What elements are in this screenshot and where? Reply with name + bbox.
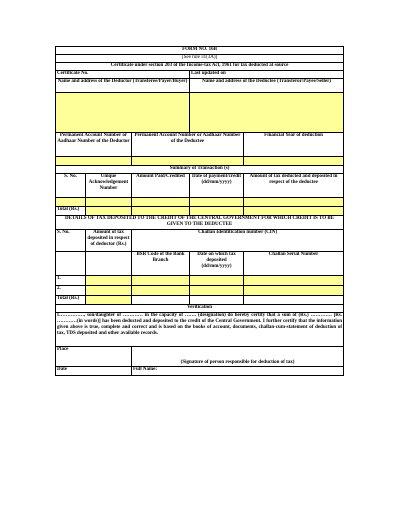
signature-label: (Signature of person responsible for deduction of tax)	[132, 347, 344, 367]
certificate-no-label: Certificate No.	[56, 71, 190, 79]
summary-tax-field[interactable]	[244, 198, 344, 207]
pan-deductee-label: Permanent Account Number or Aadhaar Number of the Deductee	[132, 133, 244, 157]
deposit-row-2-amount[interactable]	[86, 286, 132, 296]
deposit-sub-blank-1	[56, 252, 86, 276]
deposit-total-blank-3	[244, 296, 344, 305]
summary-total-tax[interactable]	[244, 207, 344, 216]
deposit-col-cin: Challan Identification number (CIN)	[132, 230, 344, 252]
deposit-row-1-amount[interactable]	[86, 276, 132, 286]
deductor-name-label: Name and address of the Deductor (Transferee/Payer/Buyer)	[56, 79, 190, 93]
pan-deductee-field[interactable]	[132, 157, 244, 166]
summary-date-field[interactable]	[190, 198, 244, 207]
financial-year-label: Financial Year of deduction	[244, 133, 344, 157]
deposit-row-1-bsr[interactable]	[132, 276, 190, 286]
summary-col-sno: S. No.	[56, 174, 86, 198]
full-name-label: Full Name:	[132, 367, 344, 376]
deposit-col-serial: Challan Serial Number	[244, 252, 344, 276]
deposit-row-1-date[interactable]	[190, 276, 244, 286]
form-16b-sheet	[55, 46, 343, 376]
summary-sno-field[interactable]	[56, 198, 86, 207]
deposit-col-amount: Amount of tax deposited in respect of deductor (Rs.)	[86, 230, 132, 252]
form-rule: [See rule 31(3A)]	[56, 55, 344, 63]
summary-amount-field[interactable]	[132, 198, 190, 207]
form-subtitle: Certificate under section 203 of the Income-tax Act, 1961 for tax deducted at source	[56, 63, 344, 71]
summary-total-date[interactable]	[190, 207, 244, 216]
summary-col-ack: Unique Acknowledgement Number	[86, 174, 132, 198]
deposit-col-bsr: BSR Code of the Bank Branch	[132, 252, 190, 276]
deductor-address-field[interactable]	[56, 93, 190, 133]
summary-col-amount: Amount Paid/Credited	[132, 174, 190, 198]
date-label: Date	[56, 367, 132, 376]
pan-deductor-label: Permanent Account Number or Aadhaar Number of the Deductor	[56, 133, 132, 157]
deductee-address-field[interactable]	[190, 93, 344, 133]
deposit-col-sno: S. No.	[56, 230, 86, 252]
summary-col-tax: Amount of tax deducted and deposited in respect of the deductee	[244, 174, 344, 198]
deposit-total-amount[interactable]	[86, 296, 132, 305]
form-table	[55, 46, 344, 376]
last-updated-label: Last updated on	[190, 71, 344, 79]
deposit-total-blank-2	[190, 296, 244, 305]
deposit-row-1-sno: 1.	[56, 276, 86, 286]
deposit-row-1-serial[interactable]	[244, 276, 344, 286]
summary-col-date: Date of payment/credit (dd/mm/yyyy)	[190, 174, 244, 198]
summary-total-amount[interactable]	[132, 207, 190, 216]
financial-year-field[interactable]	[244, 157, 344, 166]
place-label: Place	[56, 347, 132, 367]
verification-text: I……………, son/daughter of ………… in the capacity of ……. (designation) do hereby certify that a sum of (Rs.) …………. [Rs. …………(in words)] has been deducted and deposited to the credit of the Central Government. I further certify that the information given above is true, complete and correct and is based on the books of account, documents, challan-cum-statement of deduction of tax, TDS deposited and other available records.	[56, 313, 344, 347]
deposit-total-blank-1	[132, 296, 190, 305]
deposit-row-2-bsr[interactable]	[132, 286, 190, 296]
deposit-col-date: Date on which tax deposited (dd/mm/yyyy)	[190, 252, 244, 276]
form-title: FORM NO. 16B	[56, 47, 344, 55]
pan-deductor-field[interactable]	[56, 157, 132, 166]
deposit-row-2-date[interactable]	[190, 286, 244, 296]
deposit-title: DETAILS OF TAX DEPOSITED TO THE CREDIT OF THE CENTRAL GOVERNMENT FOR WHICH CREDIT IS TO BE GIVEN TO THE DEDUCTEE	[56, 216, 344, 230]
summary-title: Summary of Transaction (s)	[56, 166, 344, 174]
deposit-sub-blank-2	[86, 252, 132, 276]
deposit-total-label: Total (Rs.)	[56, 296, 86, 305]
deductee-name-label: Name and address of the Deductee (Transferor/Payee/Seller)	[190, 79, 344, 93]
summary-ack-field[interactable]	[86, 198, 132, 207]
deposit-row-2-sno: 2.	[56, 286, 86, 296]
verification-title: Verification	[56, 305, 344, 313]
deposit-row-2-serial[interactable]	[244, 286, 344, 296]
summary-total-label: Total (Rs.)	[56, 207, 86, 216]
summary-total-ack[interactable]	[86, 207, 132, 216]
